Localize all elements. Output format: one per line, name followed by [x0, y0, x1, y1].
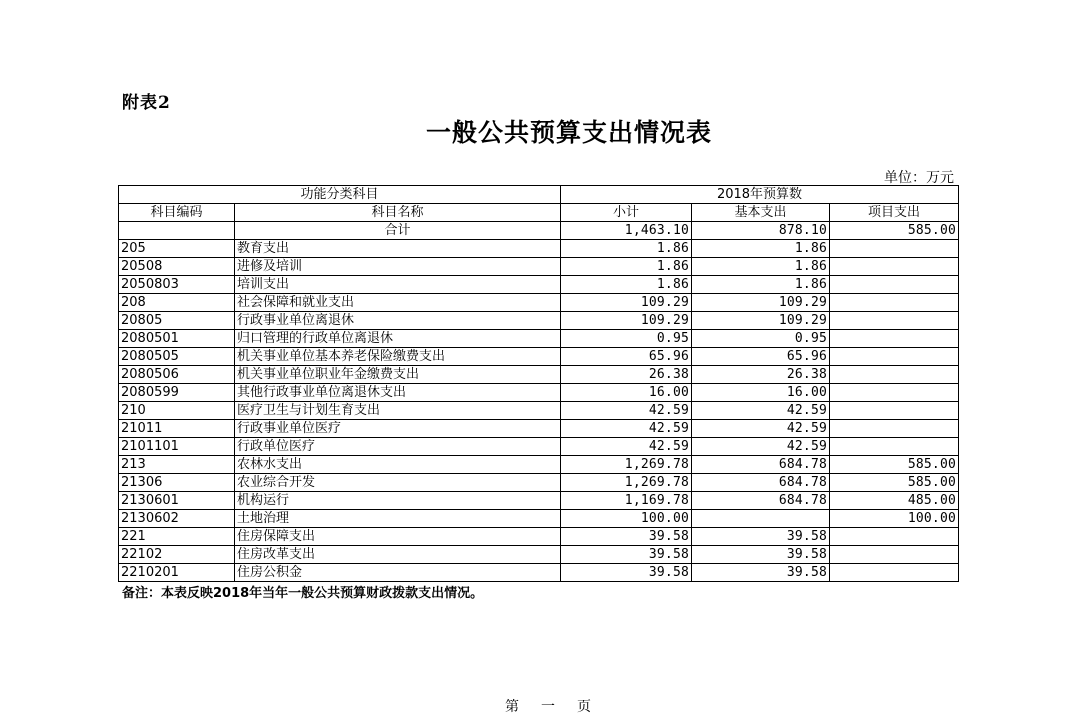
header-code: 科目编码	[119, 204, 235, 222]
row-code: 2080501	[119, 330, 235, 348]
row-subtotal: 39.58	[561, 564, 692, 582]
row-basic: 26.38	[692, 366, 830, 384]
budget-table	[118, 185, 959, 582]
row-subtotal: 1,169.78	[561, 492, 692, 510]
table-row	[119, 492, 959, 510]
row-name: 其他行政事业单位离退休支出	[235, 384, 561, 402]
row-code: 221	[119, 528, 235, 546]
table-row	[119, 240, 959, 258]
row-code: 213	[119, 456, 235, 474]
row-code: 2080505	[119, 348, 235, 366]
row-subtotal: 39.58	[561, 528, 692, 546]
row-basic: 1.86	[692, 240, 830, 258]
row-name: 农业综合开发	[235, 474, 561, 492]
row-name: 进修及培训	[235, 258, 561, 276]
header-subtotal: 小计	[561, 204, 692, 222]
row-name: 医疗卫生与计划生育支出	[235, 402, 561, 420]
row-name: 住房保障支出	[235, 528, 561, 546]
row-code: 2080599	[119, 384, 235, 402]
row-name: 住房公积金	[235, 564, 561, 582]
row-subtotal: 26.38	[561, 366, 692, 384]
unit-label: 单位：万元	[884, 170, 954, 186]
row-subtotal: 1,269.78	[561, 474, 692, 492]
table-row	[119, 348, 959, 366]
row-subtotal: 42.59	[561, 438, 692, 456]
row-code: 208	[119, 294, 235, 312]
row-project	[830, 294, 959, 312]
row-basic: 684.78	[692, 474, 830, 492]
row-subtotal: 109.29	[561, 312, 692, 330]
total-code-cell	[119, 222, 235, 240]
row-name: 土地治理	[235, 510, 561, 528]
table-row	[119, 330, 959, 348]
header-functional-category: 功能分类科目	[119, 186, 561, 204]
row-subtotal: 0.95	[561, 330, 692, 348]
table-row	[119, 312, 959, 330]
header-budget-2018: 2018年预算数	[561, 186, 959, 204]
row-basic: 39.58	[692, 564, 830, 582]
row-name: 机关事业单位职业年金缴费支出	[235, 366, 561, 384]
row-code: 2130602	[119, 510, 235, 528]
row-name: 住房改革支出	[235, 546, 561, 564]
total-label: 合计	[235, 222, 561, 240]
page-title: 一般公共预算支出情况表	[425, 118, 712, 147]
row-project	[830, 528, 959, 546]
row-project	[830, 420, 959, 438]
row-project	[830, 312, 959, 330]
row-subtotal: 42.59	[561, 420, 692, 438]
row-project: 100.00	[830, 510, 959, 528]
row-code: 2210201	[119, 564, 235, 582]
table-row	[119, 456, 959, 474]
row-subtotal: 1,269.78	[561, 456, 692, 474]
row-code: 2101101	[119, 438, 235, 456]
row-code: 210	[119, 402, 235, 420]
row-basic: 42.59	[692, 438, 830, 456]
row-basic: 39.58	[692, 528, 830, 546]
row-name: 农林水支出	[235, 456, 561, 474]
total-project: 585.00	[830, 222, 959, 240]
table-row	[119, 366, 959, 384]
row-basic: 1.86	[692, 276, 830, 294]
row-project: 585.00	[830, 474, 959, 492]
row-basic: 0.95	[692, 330, 830, 348]
attachment-label: 附表2	[122, 93, 171, 113]
row-subtotal: 1.86	[561, 276, 692, 294]
row-basic: 65.96	[692, 348, 830, 366]
row-project	[830, 240, 959, 258]
row-project	[830, 402, 959, 420]
row-project	[830, 258, 959, 276]
footnote: 备注：本表反映2018年当年一般公共预算财政拨款支出情况。	[122, 586, 484, 601]
row-subtotal: 16.00	[561, 384, 692, 402]
row-project	[830, 564, 959, 582]
total-row	[119, 222, 959, 240]
row-code: 20805	[119, 312, 235, 330]
table-row	[119, 420, 959, 438]
row-project: 585.00	[830, 456, 959, 474]
table-row	[119, 546, 959, 564]
table-row	[119, 276, 959, 294]
row-basic: 684.78	[692, 456, 830, 474]
row-basic: 42.59	[692, 402, 830, 420]
table-row	[119, 564, 959, 582]
header-columns-row	[119, 204, 959, 222]
row-subtotal: 109.29	[561, 294, 692, 312]
table-row	[119, 438, 959, 456]
row-name: 行政事业单位离退休	[235, 312, 561, 330]
header-group-row	[119, 186, 959, 204]
row-project	[830, 384, 959, 402]
row-project	[830, 348, 959, 366]
row-subtotal: 39.58	[561, 546, 692, 564]
row-subtotal: 100.00	[561, 510, 692, 528]
row-basic: 684.78	[692, 492, 830, 510]
row-name: 归口管理的行政单位离退休	[235, 330, 561, 348]
row-project	[830, 546, 959, 564]
row-subtotal: 1.86	[561, 240, 692, 258]
row-code: 21306	[119, 474, 235, 492]
row-project: 485.00	[830, 492, 959, 510]
row-code: 2130601	[119, 492, 235, 510]
row-name: 行政事业单位医疗	[235, 420, 561, 438]
row-code: 205	[119, 240, 235, 258]
row-project	[830, 366, 959, 384]
row-code: 2080506	[119, 366, 235, 384]
row-basic: 16.00	[692, 384, 830, 402]
row-basic: 109.29	[692, 294, 830, 312]
row-project	[830, 276, 959, 294]
row-subtotal: 42.59	[561, 402, 692, 420]
row-basic: 42.59	[692, 420, 830, 438]
total-subtotal: 1,463.10	[561, 222, 692, 240]
row-code: 2050803	[119, 276, 235, 294]
row-code: 20508	[119, 258, 235, 276]
row-subtotal: 1.86	[561, 258, 692, 276]
header-name: 科目名称	[235, 204, 561, 222]
row-project	[830, 330, 959, 348]
table-row	[119, 258, 959, 276]
header-basic: 基本支出	[692, 204, 830, 222]
row-project	[830, 438, 959, 456]
row-name: 机关事业单位基本养老保险缴费支出	[235, 348, 561, 366]
row-basic	[692, 510, 830, 528]
page-number: 第一页	[505, 699, 613, 715]
row-basic: 39.58	[692, 546, 830, 564]
table-row	[119, 402, 959, 420]
table-row	[119, 294, 959, 312]
table-row	[119, 474, 959, 492]
row-name: 培训支出	[235, 276, 561, 294]
row-code: 22102	[119, 546, 235, 564]
row-name: 机构运行	[235, 492, 561, 510]
row-basic: 109.29	[692, 312, 830, 330]
table-row	[119, 384, 959, 402]
row-code: 21011	[119, 420, 235, 438]
total-basic: 878.10	[692, 222, 830, 240]
table-row	[119, 528, 959, 546]
row-name: 行政单位医疗	[235, 438, 561, 456]
row-basic: 1.86	[692, 258, 830, 276]
row-name: 社会保障和就业支出	[235, 294, 561, 312]
row-name: 教育支出	[235, 240, 561, 258]
header-project: 项目支出	[830, 204, 959, 222]
table-row	[119, 510, 959, 528]
row-subtotal: 65.96	[561, 348, 692, 366]
